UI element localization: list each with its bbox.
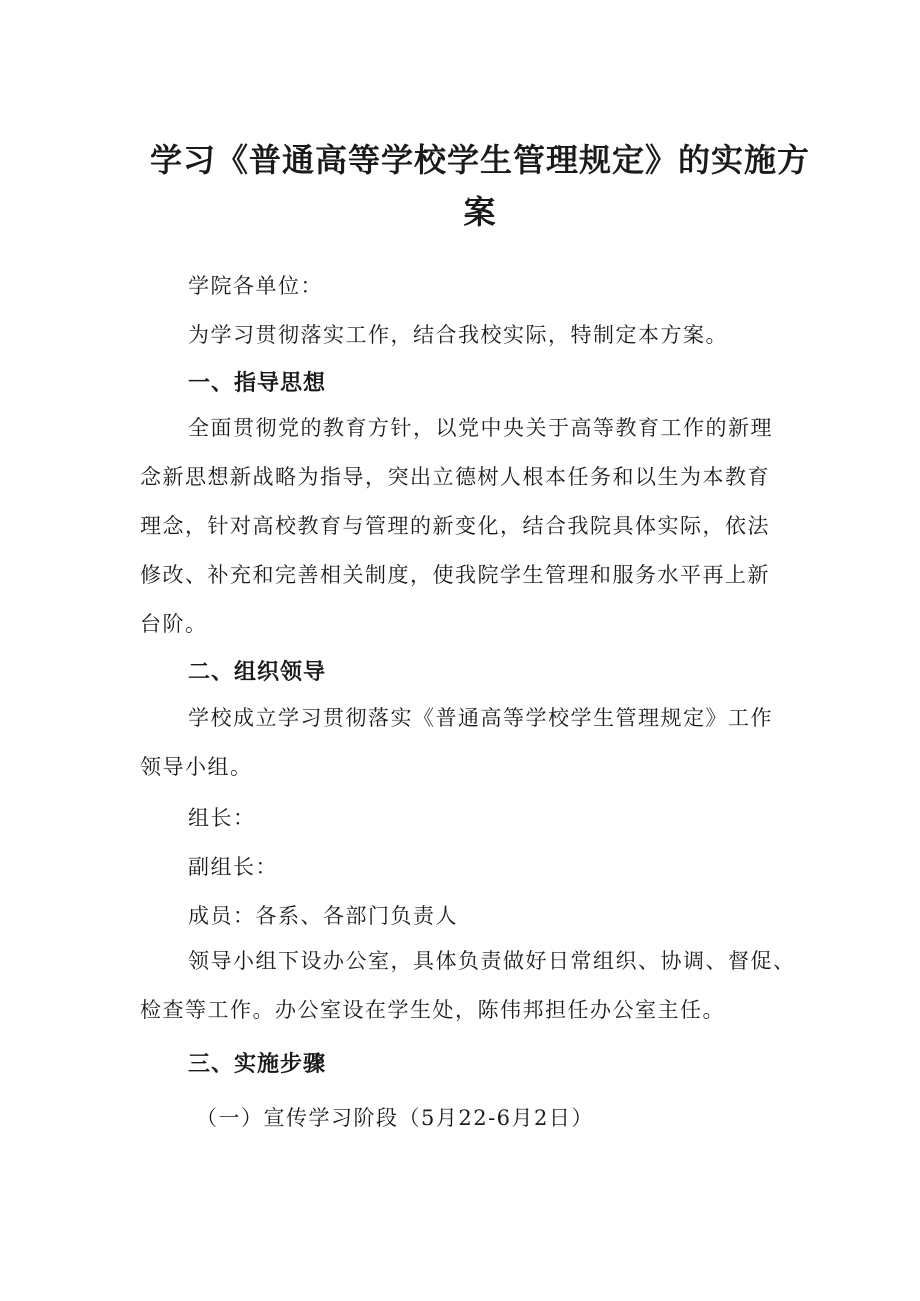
deputy-leader-line: 副组长： [188,855,278,879]
paragraph-line: 理念，针对高校教育与管理的新变化，结合我院具体实际，依法 [140,514,770,538]
document-title-line-2: 案 [463,193,497,231]
section-heading-guiding-ideology: 一、指导思想 [188,371,327,396]
paragraph-line: 领导小组。 [140,755,253,779]
section-1-paragraph [140,404,784,649]
subsection-heading-publicity-phase: （一）宣传学习阶段（5月22-6月2日） [196,1106,594,1130]
document-title-line-1: 学习《普通高等学校学生管理规定》的实施方 [149,141,810,179]
paragraph-line: 检查等工作。办公室设在学生处，陈伟邦担任办公室主任。 [140,998,725,1022]
paragraph-line: 全面贯彻党的教育方针，以党中央关于高等教育工作的新理 [188,416,773,440]
paragraph-line: 领导小组下设办公室，具体负责做好日常组织、协调、督促、 [188,949,796,973]
paragraph-line: 台阶。 [140,612,208,636]
paragraph-line: 念新思想新战略为指导，突出立德树人根本任务和以生为本教育 [140,465,770,489]
section-heading-organization: 二、组织领导 [188,660,327,685]
paragraph-line: 修改、补充和完善相关制度，使我院学生管理和服务水平再上新 [140,563,770,587]
intro-paragraph: 为学习贯彻落实工作，结合我校实际，特制定本方案。 [188,323,728,347]
leader-line: 组长： [188,806,256,830]
members-line: 成员：各系、各部门负责人 [188,904,458,928]
section-heading-implementation-steps: 三、实施步骤 [188,1052,327,1077]
document-title [120,134,840,238]
salutation: 学院各单位： [188,274,323,298]
office-paragraph [140,937,796,1035]
section-2-paragraph [140,694,784,792]
paragraph-line: 学校成立学习贯彻落实《普通高等学校学生管理规定》工作 [188,706,773,730]
